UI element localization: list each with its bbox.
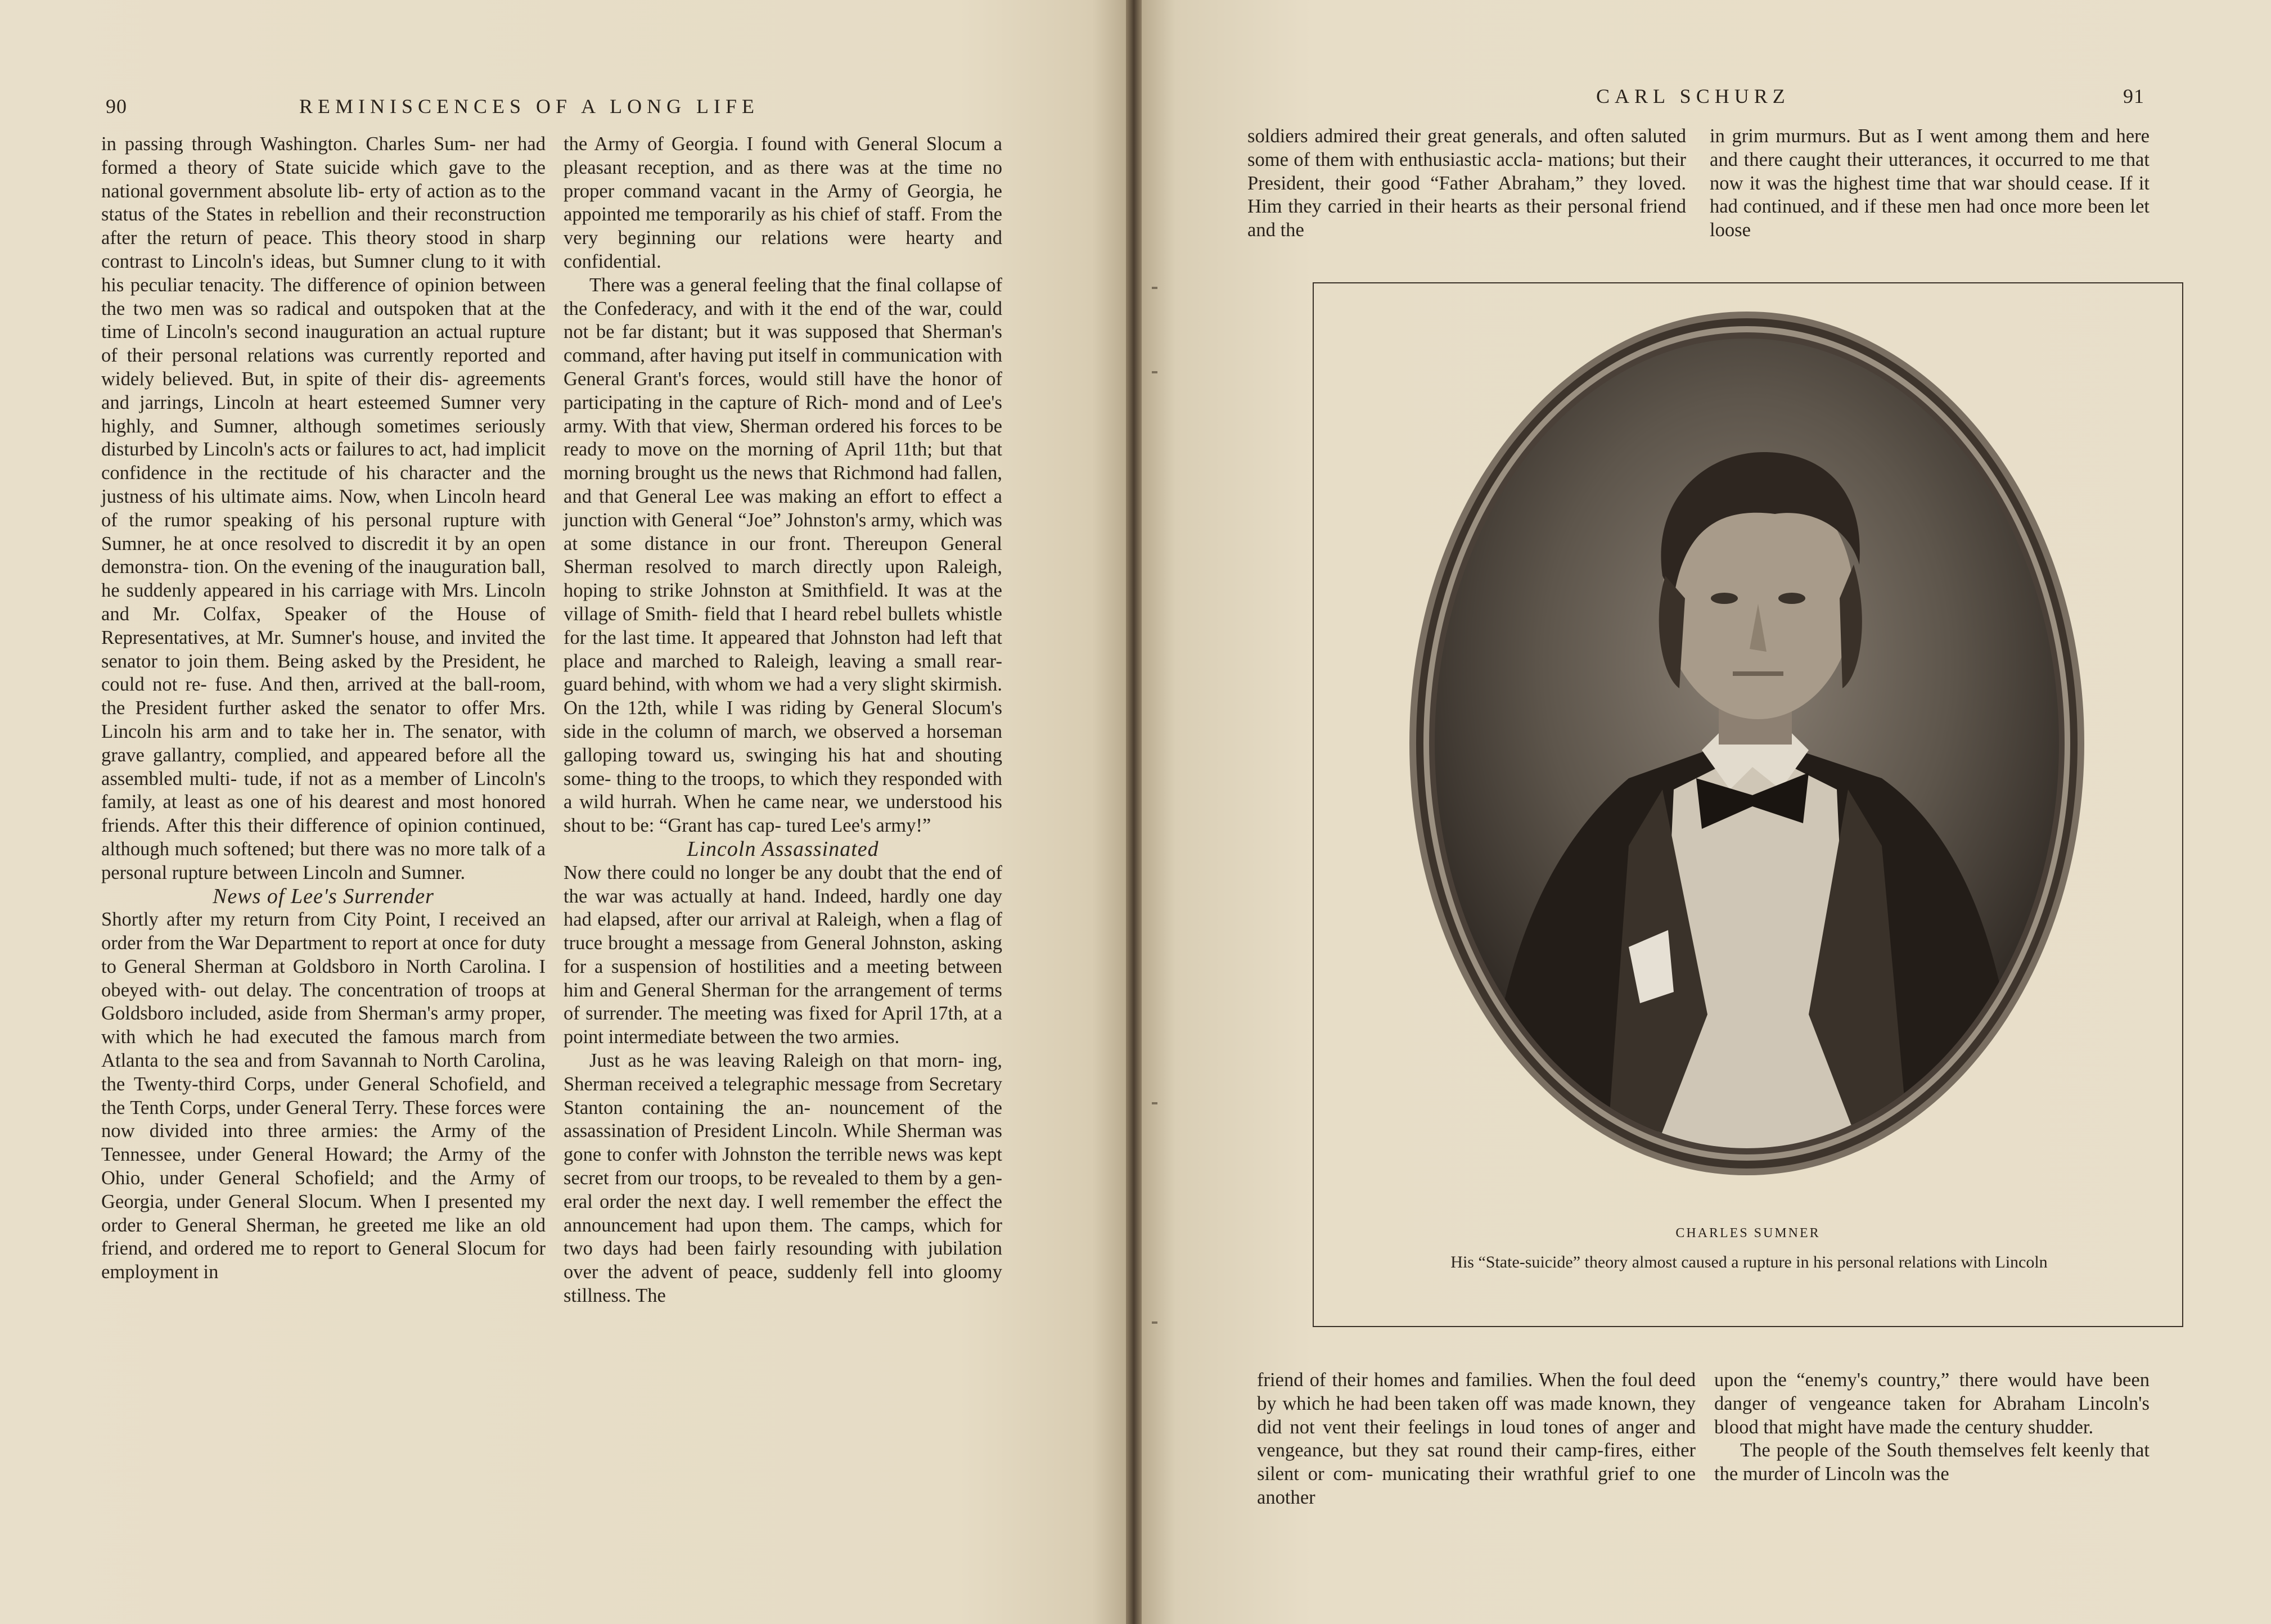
right-top-column-1 [1247, 125, 1686, 242]
page-number-right: 91 [2123, 85, 2144, 107]
right-top-column-2 [1710, 125, 2150, 242]
margin-speck [1152, 1321, 1157, 1324]
right-bottom-column-2 [1714, 1369, 2150, 1486]
paragraph-general-feeling: There was a general feeling that the final collapse of the Confederacy, and with it the end of the war, could not be far distant; but it was supposed that Sherman's command, after having put itself in communication with General Grant's forces, would still have the honor of participating in the capture of Rich- mond and of Lee's army. With that view, Sherman ordered his forces to be ready to move on the morning of April 11th; but that morning brought us the news that Richmond had fallen, and that General Lee was making an effort to effect a junction with General “Joe” Johnston's army, which was at some distance in our front. Thereupon General Sherman resolved to march directly upon Raleigh, hoping to strike Johnston at Smithfield. It was at the village of Smith- field that I heard rebel bullets whistle for the last time. It appeared that Johnston had left that place and marched to Raleigh, leaving a small rear-guard behind, with whom we had a very slight skirmish. On the 12th, while I was riding by General Slocum's side in the column of march, we observed a horseman galloping toward us, swinging his hat and shouting some- thing to the troops, to which they responded with a wild hurrah. When he came near, we understood his shout to be: “Grant has cap- tured Lee's army!” [564, 274, 1002, 837]
book-gutter [1126, 0, 1142, 1624]
section-heading-lee-surrender: News of Lee's Surrender [213, 884, 434, 908]
paragraph-sumner: in passing through Washington. Charles Sum- ner had formed a theory of State suicide which gave to the national government absolute lib- erty of action as to the status of the States in rebellion and their reconstruction after the return of peace. This theory stood in sharp contrast to Lincoln's ideas, but Sumner clung to it with his peculiar tenacity. The difference of opinion between the two men was so radical and outspoken that at the time of Lincoln's second inauguration an actual rupture of their personal relations was currently reported and widely believed. But, in spite of their dis- agreements and jarrings, Lincoln at heart esteemed Sumner very highly, and Sumner, although sometimes seriously disturbed by Lincoln's acts or failures to act, had implicit confidence in the rectitude of his character and the justness of his ultimate aims. Now, when Lincoln heard of the rumor speaking of his personal rupture with Sumner, he at once resolved to discredit it by an open demonstra- tion. On the evening of the inauguration ball, he suddenly appeared in his carriage with Mrs. Lincoln and Mr. Colfax, Speaker of the House of Representatives, at Mr. Sumner's house, and invited the senator to join them. Being asked by the President, he could not re- fuse. And then, arrived at the ball-room, the President further asked the senator to offer Mrs. Lincoln his arm and to take her in. The senator, with grave gallantry, complied, and appeared before all the assembled multi- tude, if not as a member of Lincoln's family, at least as one of his dearest and most honored friends. After this their difference of opinion continued, although much softened; but there was no more talk of a personal rupture between Lincoln and Sumner. [101, 133, 546, 883]
right-page [1142, 0, 2271, 1624]
left-page [0, 0, 1126, 1624]
section-heading-lincoln-assassinated: Lincoln Assassinated [687, 837, 879, 861]
margin-speck [1152, 287, 1157, 289]
paragraph-enemys-country: upon the “enemy's country,” there would have been danger of vengeance taken for Abraham Lincoln's blood that might have made the century shudder. [1714, 1369, 2150, 1438]
page-number-left: 90 [106, 95, 127, 118]
portrait-image [1314, 283, 2182, 1326]
running-head-right: CARL SCHURZ [1596, 85, 1790, 107]
paragraph-grim-murmurs: in grim murmurs. But as I went among them and here and there caught their utterances, it occurred to me that now it was the highest time that war should cease. If it had continued, and if these men had once more been let loose [1710, 125, 2150, 241]
paragraph-slocum: the Army of Georgia. I found with General Slocum a pleasant reception, and as there was at the time no proper command vacant in the Army of Georgia, he appointed me temporarily as his chief of staff. From the very beginning our relations were hearty and confidential. [564, 133, 1002, 272]
left-column-2 [564, 133, 1002, 1308]
left-column-1 [101, 133, 546, 1284]
paragraph-soldiers-admired: soldiers admired their great generals, and often saluted some of them with enthusiastic accla- mations; but their President, their good “Father Abraham,” they loved. Him they carried in their hearts as their personal friend and the [1247, 125, 1686, 241]
margin-speck [1152, 1102, 1157, 1104]
paragraph-friend-of-homes: friend of their homes and families. When the foul deed by which he had been taken off was made known, they did not vent their feelings in loud tones of anger and vengeance, but they sat round their camp-fires, either silent or com- municating their wrathful grief to one another [1257, 1369, 1696, 1508]
portrait-caption: His “State-suicide” theory almost caused a rupture in his personal relations with Lincoln [1450, 1253, 2048, 1271]
portrait-plate [1313, 282, 2183, 1327]
paragraph-people-of-south: The people of the South themselves felt keenly that the murder of Lincoln was the [1714, 1440, 2150, 1485]
paragraph-goldsboro: Shortly after my return from City Point, I received an order from the War Department to report at once for duty to General Sherman at Goldsboro in North Carolina. I obeyed with- out delay. The concentration of troops at Goldsboro included, aside from Sherman's army proper, with which he had executed the famous march from Atlanta to the sea and from Savannah to North Carolina, the Twenty-third Corps, under General Schofield, and the Tenth Corps, under General Terry. These forces were now divided into three armies: the Army of the Tennessee, under General Howard; the Army of the Ohio, under General Schofield; and the Army of Georgia, under General Slocum. When I presented my order to General Sherman, he greeted me like an old friend, and ordered me to report to General Slocum for employment in [101, 909, 546, 1283]
paragraph-end-of-war: Now there could no longer be any doubt that the end of the war was actually at hand. Indeed, hardly one day had elapsed, after our arrival at Raleigh, when a flag of truce brought a message from General Johnston, asking for a suspension of hostilities and a meeting between him and General Sherman for the arrangement of terms of surrender. The meeting was fixed for April 17th, at a point intermediate between the two armies. [564, 861, 1002, 1048]
portrait-name: CHARLES SUMNER [1675, 1226, 1821, 1240]
margin-speck [1152, 371, 1157, 373]
running-head-left: REMINISCENCES OF A LONG LIFE [299, 95, 760, 118]
right-bottom-column-1 [1257, 1369, 1696, 1510]
paragraph-stanton-message: Just as he was leaving Raleigh on that morn- ing, Sherman received a telegraphic message from Secretary Stanton containing the an- nouncement of the assassination of President Lincoln. While Sherman was gone to confer with Johnston the terrible news was kept secret from our troops, to be revealed to them by a gen- eral order the next day. I well remember the effect the announcement had upon them. The camps, which for two days had been fairly resounding with jubilation over the advent of peace, suddenly fell into gloomy stillness. The [564, 1050, 1002, 1307]
